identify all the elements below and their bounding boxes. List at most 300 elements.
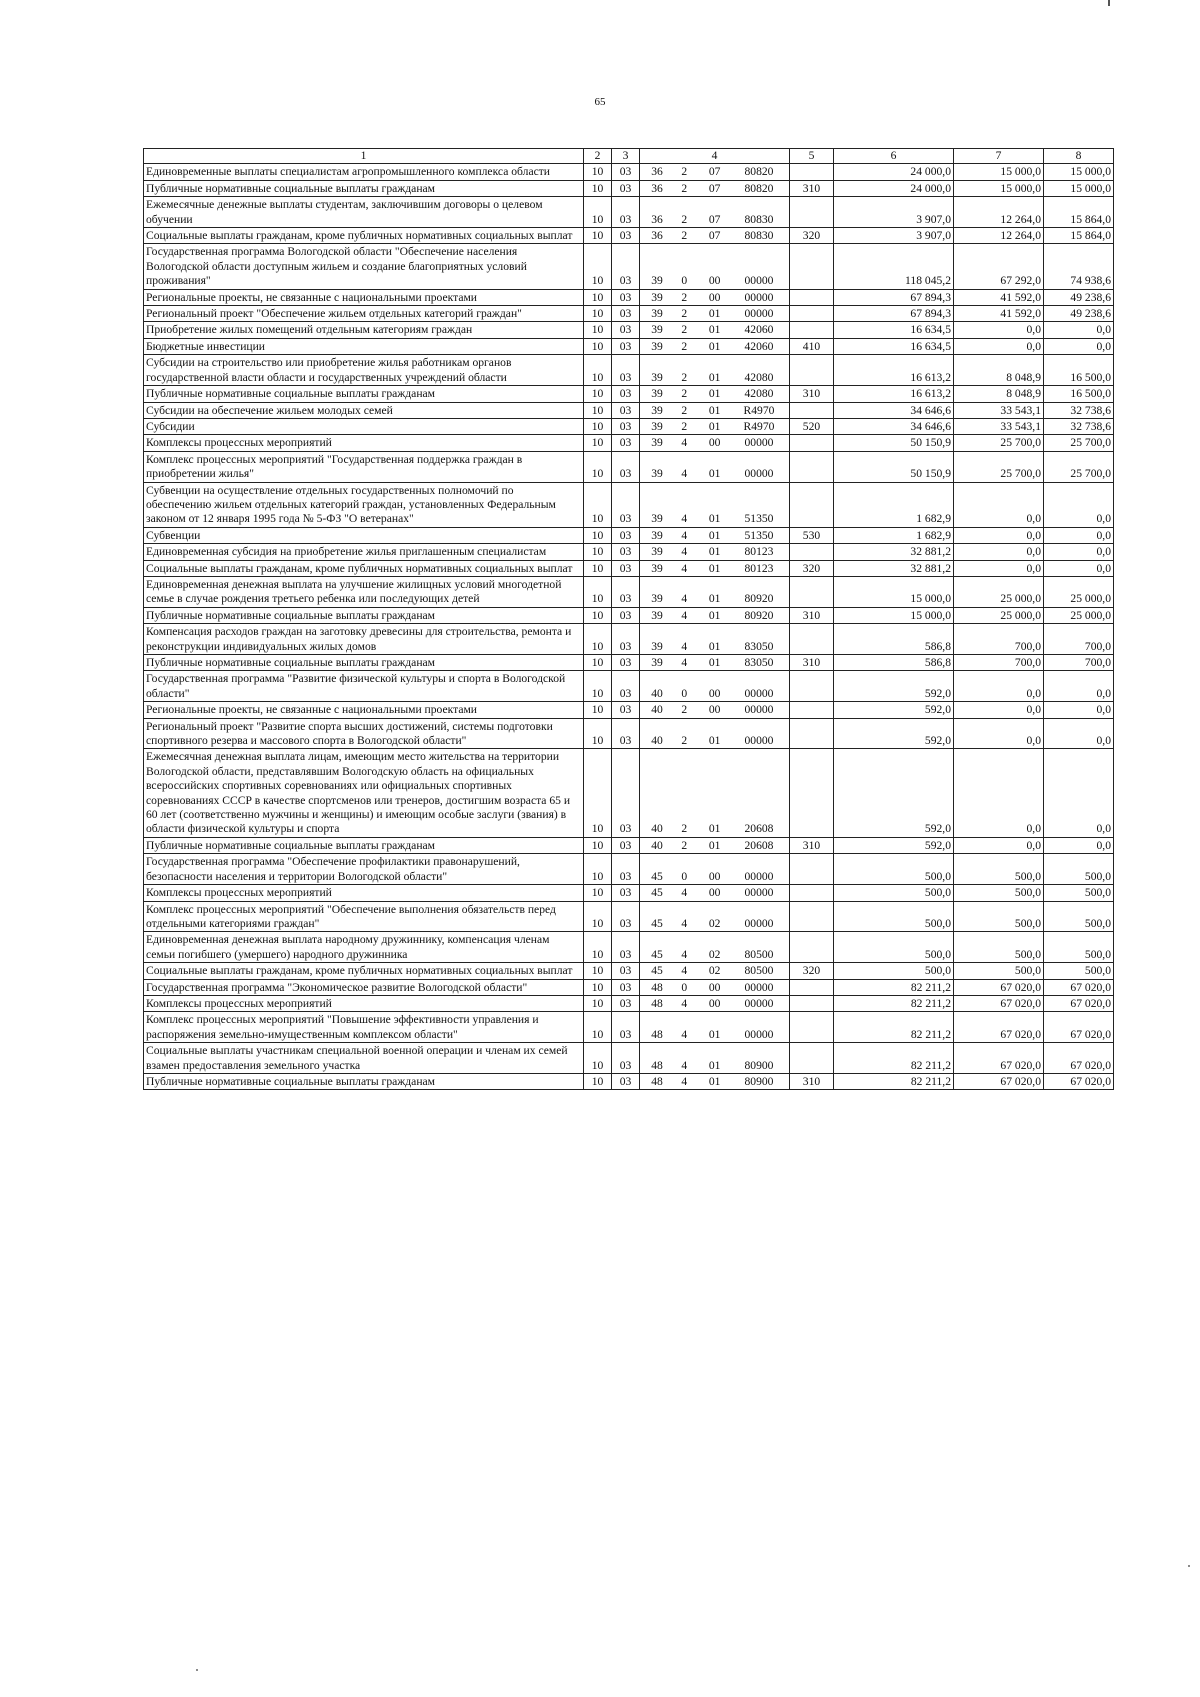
- row-amount-year2: 25 700,0: [954, 451, 1044, 482]
- target-code-part: 00000: [744, 703, 774, 717]
- row-code-target: [640, 180, 790, 196]
- target-code-parts: [640, 948, 789, 962]
- target-code-part: 80123: [744, 545, 774, 559]
- target-code-part: 80820: [744, 181, 774, 195]
- table-row: [144, 451, 1114, 482]
- target-code-parts: [640, 981, 789, 995]
- row-name: Бюджетные инвестиции: [144, 338, 584, 354]
- row-amount-year1: 1 682,9: [834, 482, 954, 527]
- target-code-part: 00000: [744, 1027, 774, 1041]
- row-code-subsection: 03: [612, 164, 640, 180]
- target-code-part: 01: [708, 608, 721, 622]
- row-amount-year2: 500,0: [954, 963, 1044, 979]
- target-code-part: 00000: [744, 467, 774, 481]
- row-expense-type: [790, 932, 834, 963]
- row-expense-type: [790, 322, 834, 338]
- target-code-part: 4: [681, 592, 688, 606]
- row-name: Комплекс процессных мероприятий "Повышение эффективности управления и распоряжения земельно-имущественным комплексом области": [144, 1012, 584, 1043]
- row-code-subsection: 03: [612, 885, 640, 901]
- row-amount-year1: 586,8: [834, 624, 954, 655]
- target-code-part: 40: [651, 734, 663, 748]
- row-code-target: [640, 527, 790, 543]
- target-code-part: 36: [651, 229, 663, 243]
- target-code-part: 2: [681, 165, 688, 179]
- row-code-target: [640, 435, 790, 451]
- row-code-target: [640, 624, 790, 655]
- target-code-part: 02: [708, 964, 721, 978]
- target-code-part: 01: [708, 822, 721, 836]
- row-amount-year2: 67 020,0: [954, 1073, 1044, 1089]
- target-code-part: 4: [681, 528, 688, 542]
- target-code-part: 39: [651, 545, 663, 559]
- row-name: Субвенции: [144, 527, 584, 543]
- row-amount-year1: 34 646,6: [834, 402, 954, 418]
- row-code-subsection: 03: [612, 180, 640, 196]
- target-code-part: 07: [708, 212, 721, 226]
- target-code-parts: [640, 734, 789, 748]
- row-amount-year2: 67 292,0: [954, 244, 1044, 289]
- target-code-part: 01: [708, 512, 721, 526]
- target-code-part: 48: [651, 996, 663, 1010]
- row-expense-type: 320: [790, 963, 834, 979]
- row-expense-type: [790, 482, 834, 527]
- row-name: Ежемесячная денежная выплата лицам, имеющим место жительства на территории Вологодской области, представлявшим Вологодскую область на официальных всероссийских спортивных соревнованиях или официальных спортивных соревнованиях СССР в качестве спортсменов или тренеров, достигшим возраста 65 и 60 лет (соответственно мужчины и женщины) и имеющим особые заслуги (звания) в области физической культуры и спорта: [144, 749, 584, 837]
- row-code-subsection: 03: [612, 289, 640, 305]
- table-row: [144, 702, 1114, 718]
- row-amount-year1: 3 907,0: [834, 228, 954, 244]
- row-expense-type: [790, 576, 834, 607]
- row-amount-year3: 0,0: [1044, 322, 1114, 338]
- target-code-part: 45: [651, 869, 663, 883]
- target-code-part: 83050: [744, 656, 774, 669]
- row-code-target: [640, 560, 790, 576]
- header-cell: 2: [584, 149, 612, 164]
- row-code-target: [640, 1073, 790, 1089]
- row-amount-year3: 0,0: [1044, 482, 1114, 527]
- target-code-part: 40: [651, 703, 663, 717]
- row-name: Публичные нормативные социальные выплаты гражданам: [144, 837, 584, 853]
- row-amount-year3: 0,0: [1044, 702, 1114, 718]
- target-code-part: R4970: [743, 403, 775, 417]
- row-code-subsection: 03: [612, 932, 640, 963]
- row-name: Публичные нормативные социальные выплаты гражданам: [144, 386, 584, 402]
- table-row: [144, 544, 1114, 560]
- target-code-part: 48: [651, 1074, 663, 1088]
- table-row: [144, 837, 1114, 853]
- target-code-part: 36: [651, 181, 663, 195]
- row-amount-year2: 500,0: [954, 885, 1044, 901]
- target-code-part: 00000: [744, 734, 774, 748]
- header-cell: 8: [1044, 149, 1114, 164]
- row-amount-year3: 49 238,6: [1044, 306, 1114, 322]
- row-name: Единовременная денежная выплата на улучшение жилищных условий многодетной семье в случае рождения третьего ребенка или последующих детей: [144, 576, 584, 607]
- target-code-part: 39: [651, 592, 663, 606]
- row-amount-year1: 24 000,0: [834, 164, 954, 180]
- target-code-part: 01: [708, 370, 721, 384]
- target-code-part: 01: [708, 307, 721, 321]
- target-code-parts: [640, 371, 789, 385]
- row-amount-year2: 15 000,0: [954, 180, 1044, 196]
- scan-dot: [1188, 1565, 1190, 1567]
- target-code-parts: [640, 387, 789, 401]
- row-code-section: 10: [584, 355, 612, 386]
- row-amount-year1: 500,0: [834, 854, 954, 885]
- table-row: [144, 197, 1114, 228]
- row-expense-type: 520: [790, 418, 834, 434]
- row-amount-year3: 67 020,0: [1044, 1043, 1114, 1074]
- row-expense-type: [790, 885, 834, 901]
- target-code-part: 39: [651, 639, 663, 653]
- row-name: Социальные выплаты участникам специальной военной операции и членам их семей взамен предоставления земельного участка: [144, 1043, 584, 1074]
- row-amount-year2: 500,0: [954, 932, 1044, 963]
- row-code-subsection: 03: [612, 655, 640, 671]
- row-code-section: 10: [584, 197, 612, 228]
- target-code-part: 2: [681, 323, 688, 337]
- row-code-target: [640, 197, 790, 228]
- row-expense-type: 310: [790, 180, 834, 196]
- row-amount-year1: 118 045,2: [834, 244, 954, 289]
- target-code-parts: [640, 870, 789, 884]
- row-amount-year3: 0,0: [1044, 338, 1114, 354]
- target-code-part: 00: [708, 274, 721, 288]
- target-code-part: 4: [681, 996, 688, 1010]
- row-code-subsection: 03: [612, 322, 640, 338]
- row-code-subsection: 03: [612, 671, 640, 702]
- row-amount-year1: 50 150,9: [834, 451, 954, 482]
- target-code-part: 0: [681, 274, 688, 288]
- target-code-part: 80920: [744, 608, 774, 622]
- table-row: [144, 963, 1114, 979]
- target-code-part: 80900: [744, 1074, 774, 1088]
- table-row: [144, 995, 1114, 1011]
- row-amount-year3: 0,0: [1044, 749, 1114, 837]
- row-amount-year3: 0,0: [1044, 718, 1114, 749]
- row-code-section: 10: [584, 963, 612, 979]
- row-name: Субвенции на осуществление отдельных государственных полномочий по обеспечению жильем отдельных категорий граждан, установленных Федеральным законом от 12 января 1995 года № 5-ФЗ "О ветеранах": [144, 482, 584, 527]
- row-amount-year3: 67 020,0: [1044, 995, 1114, 1011]
- row-code-target: [640, 749, 790, 837]
- target-code-part: 39: [651, 339, 663, 353]
- row-code-section: 10: [584, 979, 612, 995]
- row-expense-type: 530: [790, 527, 834, 543]
- target-code-part: 39: [651, 561, 663, 575]
- row-amount-year3: 32 738,6: [1044, 418, 1114, 434]
- row-name: Социальные выплаты гражданам, кроме публичных нормативных социальных выплат: [144, 560, 584, 576]
- row-name: Региональные проекты, не связанные с национальными проектами: [144, 702, 584, 718]
- row-expense-type: [790, 544, 834, 560]
- target-code-part: 00: [708, 869, 721, 883]
- row-expense-type: [790, 995, 834, 1011]
- target-code-parts: [640, 703, 789, 717]
- target-code-part: 39: [651, 387, 663, 401]
- table-row: [144, 901, 1114, 932]
- target-code-part: 48: [651, 980, 663, 994]
- target-code-part: 2: [681, 734, 688, 748]
- target-code-part: 48: [651, 1027, 663, 1041]
- target-code-part: 07: [708, 165, 721, 179]
- target-code-part: 40: [651, 838, 663, 852]
- row-amount-year3: 74 938,6: [1044, 244, 1114, 289]
- row-code-section: 10: [584, 718, 612, 749]
- table-row: [144, 979, 1114, 995]
- row-name: Государственная программа "Экономическое развитие Вологодской области": [144, 979, 584, 995]
- row-amount-year2: 25 000,0: [954, 607, 1044, 623]
- row-expense-type: [790, 718, 834, 749]
- row-code-subsection: 03: [612, 451, 640, 482]
- row-code-section: 10: [584, 995, 612, 1011]
- target-code-part: 00: [708, 436, 721, 450]
- target-code-part: 00: [708, 290, 721, 304]
- row-amount-year1: 16 613,2: [834, 355, 954, 386]
- target-code-part: 01: [708, 323, 721, 337]
- row-code-section: 10: [584, 180, 612, 196]
- target-code-part: 39: [651, 419, 663, 433]
- row-code-target: [640, 482, 790, 527]
- row-amount-year2: 25 700,0: [954, 435, 1044, 451]
- target-code-part: 39: [651, 323, 663, 337]
- row-amount-year2: 500,0: [954, 854, 1044, 885]
- row-code-subsection: 03: [612, 244, 640, 289]
- row-code-subsection: 03: [612, 624, 640, 655]
- row-amount-year1: 50 150,9: [834, 435, 954, 451]
- row-expense-type: [790, 1043, 834, 1074]
- target-code-part: 51350: [744, 528, 774, 542]
- target-code-part: 01: [708, 545, 721, 559]
- row-name: Субсидии: [144, 418, 584, 434]
- row-amount-year2: 0,0: [954, 702, 1044, 718]
- target-code-part: 01: [708, 1058, 721, 1072]
- row-code-target: [640, 671, 790, 702]
- target-code-parts: [640, 467, 789, 481]
- row-code-section: 10: [584, 885, 612, 901]
- row-amount-year2: 33 543,1: [954, 402, 1044, 418]
- target-code-parts: [640, 1059, 789, 1073]
- row-code-subsection: 03: [612, 1043, 640, 1074]
- row-name: Публичные нормативные социальные выплаты гражданам: [144, 1073, 584, 1089]
- row-expense-type: [790, 702, 834, 718]
- row-code-target: [640, 1012, 790, 1043]
- row-name: Социальные выплаты гражданам, кроме публичных нормативных социальных выплат: [144, 963, 584, 979]
- table-row: [144, 1043, 1114, 1074]
- row-name: Региональный проект "Развитие спорта высших достижений, системы подготовки спортивного резерва и массового спорта в Вологодской области": [144, 718, 584, 749]
- row-amount-year2: 0,0: [954, 837, 1044, 853]
- target-code-part: 4: [681, 1074, 688, 1088]
- row-expense-type: [790, 197, 834, 228]
- target-code-parts: [640, 213, 789, 227]
- target-code-part: 45: [651, 886, 663, 900]
- row-amount-year2: 0,0: [954, 560, 1044, 576]
- row-amount-year2: 12 264,0: [954, 197, 1044, 228]
- row-name: Комплексы процессных мероприятий: [144, 995, 584, 1011]
- header-cell: 1: [144, 149, 584, 164]
- row-code-target: [640, 402, 790, 418]
- target-code-part: 45: [651, 916, 663, 930]
- target-code-part: 39: [651, 512, 663, 526]
- target-code-parts: [640, 436, 789, 450]
- target-code-parts: [640, 609, 789, 623]
- target-code-part: 80830: [744, 212, 774, 226]
- target-code-part: 01: [708, 656, 721, 669]
- row-amount-year3: 700,0: [1044, 655, 1114, 671]
- header-cell: 5: [790, 149, 834, 164]
- table-row: [144, 1073, 1114, 1089]
- target-code-parts: [640, 229, 789, 243]
- table-row: [144, 435, 1114, 451]
- row-amount-year1: 500,0: [834, 932, 954, 963]
- row-name: Региональный проект "Обеспечение жильем отдельных категорий граждан": [144, 306, 584, 322]
- row-code-section: 10: [584, 576, 612, 607]
- target-code-part: 00: [708, 686, 721, 700]
- target-code-part: 42080: [744, 387, 774, 401]
- row-code-subsection: 03: [612, 306, 640, 322]
- target-code-part: 00000: [744, 886, 774, 900]
- row-expense-type: 310: [790, 607, 834, 623]
- row-amount-year3: 25 000,0: [1044, 576, 1114, 607]
- row-amount-year2: 67 020,0: [954, 979, 1044, 995]
- row-amount-year3: 500,0: [1044, 885, 1114, 901]
- row-expense-type: [790, 289, 834, 305]
- row-code-target: [640, 837, 790, 853]
- target-code-part: 42060: [744, 323, 774, 337]
- row-name: Государственная программа "Развитие физической культуры и спорта в Вологодской области": [144, 671, 584, 702]
- row-code-target: [640, 418, 790, 434]
- target-code-part: 20608: [744, 838, 774, 852]
- row-amount-year2: 67 020,0: [954, 1012, 1044, 1043]
- row-amount-year2: 0,0: [954, 322, 1044, 338]
- row-name: Государственная программа Вологодской области "Обеспечение населения Вологодской области доступным жильем и создание благоприятных условий проживания": [144, 244, 584, 289]
- row-expense-type: 310: [790, 386, 834, 402]
- target-code-part: 4: [681, 436, 688, 450]
- table-row: [144, 560, 1114, 576]
- row-code-target: [640, 576, 790, 607]
- row-name: Социальные выплаты гражданам, кроме публичных нормативных социальных выплат: [144, 228, 584, 244]
- row-code-subsection: 03: [612, 702, 640, 718]
- row-amount-year1: 16 634,5: [834, 338, 954, 354]
- target-code-part: 00000: [744, 274, 774, 288]
- target-code-part: 42080: [744, 370, 774, 384]
- row-code-subsection: 03: [612, 402, 640, 418]
- table-row: [144, 289, 1114, 305]
- row-amount-year1: 82 211,2: [834, 1012, 954, 1043]
- row-amount-year3: 49 238,6: [1044, 289, 1114, 305]
- row-amount-year1: 586,8: [834, 655, 954, 671]
- row-amount-year1: 592,0: [834, 671, 954, 702]
- target-code-part: 4: [681, 1058, 688, 1072]
- target-code-part: 00000: [744, 869, 774, 883]
- row-name: Публичные нормативные социальные выплаты гражданам: [144, 655, 584, 671]
- target-code-part: 01: [708, 639, 721, 653]
- row-code-subsection: 03: [612, 544, 640, 560]
- row-amount-year3: 15 000,0: [1044, 180, 1114, 196]
- row-code-section: 10: [584, 418, 612, 434]
- target-code-part: 80500: [744, 947, 774, 961]
- row-amount-year3: 500,0: [1044, 932, 1114, 963]
- row-amount-year1: 82 211,2: [834, 1043, 954, 1074]
- row-code-target: [640, 702, 790, 718]
- target-code-part: 00: [708, 886, 721, 900]
- row-code-subsection: 03: [612, 338, 640, 354]
- row-amount-year2: 0,0: [954, 718, 1044, 749]
- row-code-subsection: 03: [612, 576, 640, 607]
- row-amount-year3: 16 500,0: [1044, 386, 1114, 402]
- target-code-part: 20608: [744, 822, 774, 836]
- row-code-subsection: 03: [612, 995, 640, 1011]
- header-cell: 6: [834, 149, 954, 164]
- row-amount-year1: 592,0: [834, 837, 954, 853]
- target-code-part: 51350: [744, 512, 774, 526]
- row-expense-type: [790, 854, 834, 885]
- row-amount-year1: 1 682,9: [834, 527, 954, 543]
- header-cell: 3: [612, 149, 640, 164]
- row-name: Комплекс процессных мероприятий "Обеспечение выполнения обязательств перед отдельными категориями граждан": [144, 901, 584, 932]
- target-code-part: 00000: [744, 307, 774, 321]
- target-code-part: 36: [651, 165, 663, 179]
- target-code-part: 00: [708, 996, 721, 1010]
- row-code-section: 10: [584, 671, 612, 702]
- row-amount-year1: 500,0: [834, 963, 954, 979]
- table-row: [144, 244, 1114, 289]
- target-code-part: 2: [681, 212, 688, 226]
- row-code-target: [640, 655, 790, 671]
- row-amount-year3: 0,0: [1044, 837, 1114, 853]
- row-expense-type: [790, 402, 834, 418]
- target-code-part: 0: [681, 869, 688, 883]
- row-code-target: [640, 932, 790, 963]
- target-code-part: 45: [651, 947, 663, 961]
- target-code-part: 4: [681, 512, 688, 526]
- table-row: [144, 306, 1114, 322]
- row-amount-year2: 67 020,0: [954, 995, 1044, 1011]
- table-row: [144, 1012, 1114, 1043]
- row-code-section: 10: [584, 244, 612, 289]
- row-code-target: [640, 995, 790, 1011]
- target-code-part: 2: [681, 822, 688, 836]
- target-code-part: 4: [681, 1027, 688, 1041]
- row-code-subsection: 03: [612, 749, 640, 837]
- row-amount-year3: 0,0: [1044, 527, 1114, 543]
- row-code-target: [640, 544, 790, 560]
- target-code-parts: [640, 964, 789, 978]
- row-expense-type: [790, 749, 834, 837]
- target-code-part: 40: [651, 686, 663, 700]
- row-amount-year1: 34 646,6: [834, 418, 954, 434]
- target-code-part: 01: [708, 592, 721, 606]
- row-code-target: [640, 979, 790, 995]
- row-amount-year1: 15 000,0: [834, 607, 954, 623]
- target-code-part: 01: [708, 467, 721, 481]
- row-amount-year2: 25 000,0: [954, 576, 1044, 607]
- row-amount-year2: 0,0: [954, 749, 1044, 837]
- row-expense-type: 310: [790, 655, 834, 671]
- row-name: Ежемесячные денежные выплаты студентам, заключившим договоры о целевом обучении: [144, 197, 584, 228]
- row-amount-year2: 0,0: [954, 544, 1044, 560]
- row-name: Государственная программа "Обеспечение профилактики правонарушений, безопасности населения и территории Вологодской области": [144, 854, 584, 885]
- target-code-parts: [640, 307, 789, 321]
- row-amount-year3: 15 864,0: [1044, 228, 1114, 244]
- row-code-target: [640, 885, 790, 901]
- target-code-part: 2: [681, 290, 688, 304]
- row-code-target: [640, 244, 790, 289]
- row-amount-year2: 8 048,9: [954, 386, 1044, 402]
- row-code-target: [640, 164, 790, 180]
- page-number: 65: [594, 96, 606, 108]
- row-name: Приобретение жилых помещений отдельным категориям граждан: [144, 322, 584, 338]
- row-code-target: [640, 322, 790, 338]
- target-code-part: 00: [708, 703, 721, 717]
- target-code-part: 39: [651, 403, 663, 417]
- row-code-subsection: 03: [612, 418, 640, 434]
- target-code-part: 39: [651, 290, 663, 304]
